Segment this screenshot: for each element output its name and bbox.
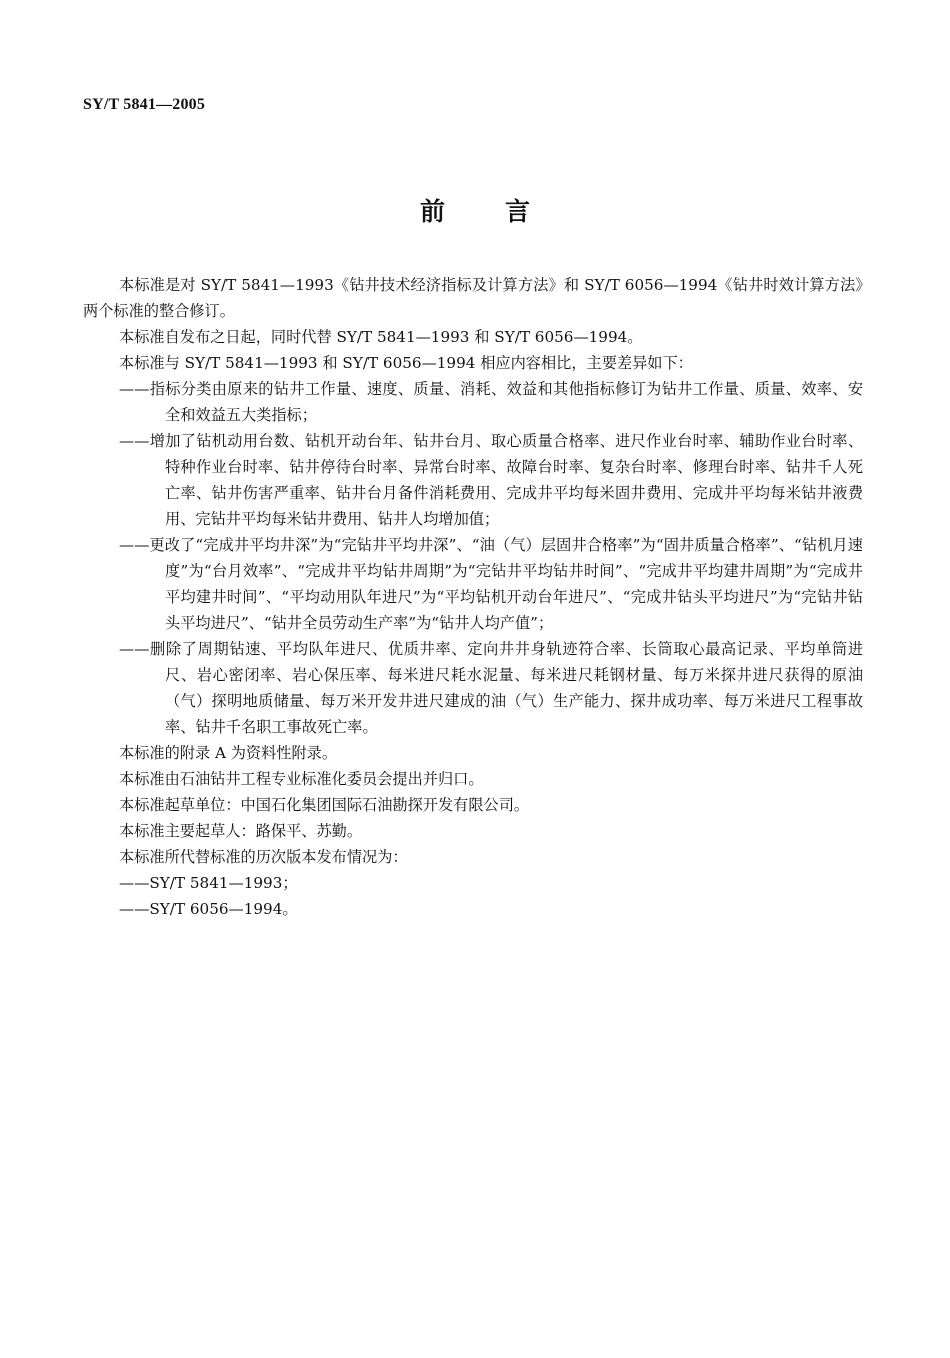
document-code: SY/T 5841—2005 bbox=[83, 96, 206, 113]
paragraph-drafting-unit: 本标准起草单位：中国石化集团国际石油勘探开发有限公司。 bbox=[119, 796, 530, 814]
list-item-version-1: ——SY/T 5841—1993； bbox=[119, 874, 298, 892]
paragraph-drafters: 本标准主要起草人：路保平、苏勤。 bbox=[119, 822, 362, 840]
paragraph-appendix: 本标准的附录 A 为资料性附录。 bbox=[119, 744, 338, 762]
page-title: 前言 bbox=[419, 197, 590, 226]
list-item-changed: ——更改了“完成井平均井深”为“完钻井平均井深”、“油（气）层固井合格率”为“固井质量合格率”、“钻机月速度”为“台月效率”、“完成井平均钻井周期”为“完钻井平均钻井时间”、“完成井平均建井周期”为“完成井平均建井时间”、“平均动用队年进尺”为“平均钻机开动台年进尺”、“完成井钻头平均进尺”为“完钻井钻头平均进尺”、“钻井全员劳动生产率”为“钻井人均产值”； bbox=[119, 536, 863, 632]
paragraph-history: 本标准所代替标准的历次版本发布情况为： bbox=[119, 848, 408, 866]
paragraph-replace: 本标准自发布之日起，同时代替 SY/T 5841—1993 和 SY/T 6056—1994。 bbox=[119, 328, 643, 346]
list-item-added: ——增加了钻机动用台数、钻机开动台年、钻井台月、取心质量合格率、进尺作业台时率、辅助作业台时率、特种作业台时率、钻井停待台时率、异常台时率、故障台时率、复杂台时率、修理台时率、钻井千人死亡率、钻井伤害严重率、钻井台月备件消耗费用、完成井平均每米固井费用、完成井平均每米钻井液费用、完钻井平均每米钻井费用、钻井人均增加值； bbox=[119, 432, 863, 528]
foreword-body bbox=[83, 272, 863, 922]
list-item-deleted: ——删除了周期钻速、平均队年进尺、优质井率、定向井井身轨迹符合率、长筒取心最高记录、平均单筒进尺、岩心密闭率、岩心保压率、每米进尺耗水泥量、每米进尺耗钢材量、每万米探井进尺获得的原油（气）探明地质储量、每万米开发井进尺建成的油（气）生产能力、探井成功率、每万米进尺工程事故率、钻井千名职工事故死亡率。 bbox=[119, 640, 863, 736]
list-item-version-2: ——SY/T 6056—1994。 bbox=[119, 900, 298, 918]
list-item-classification: ——指标分类由原来的钻井工作量、速度、质量、消耗、效益和其他指标修订为钻井工作量、质量、效率、安全和效益五大类指标； bbox=[119, 380, 863, 424]
paragraph-differences: 本标准与 SY/T 5841—1993 和 SY/T 6056—1994 相应内容相比，主要差异如下： bbox=[119, 354, 693, 372]
paragraph-intro: 本标准是对 SY/T 5841—1993《钻井技术经济指标及计算方法》和 SY/T 6056—1994《钻井时效计算方法》两个标准的整合修订。 bbox=[83, 276, 863, 320]
paragraph-proposer: 本标准由石油钻井工程专业标准化委员会提出并归口。 bbox=[119, 770, 484, 788]
